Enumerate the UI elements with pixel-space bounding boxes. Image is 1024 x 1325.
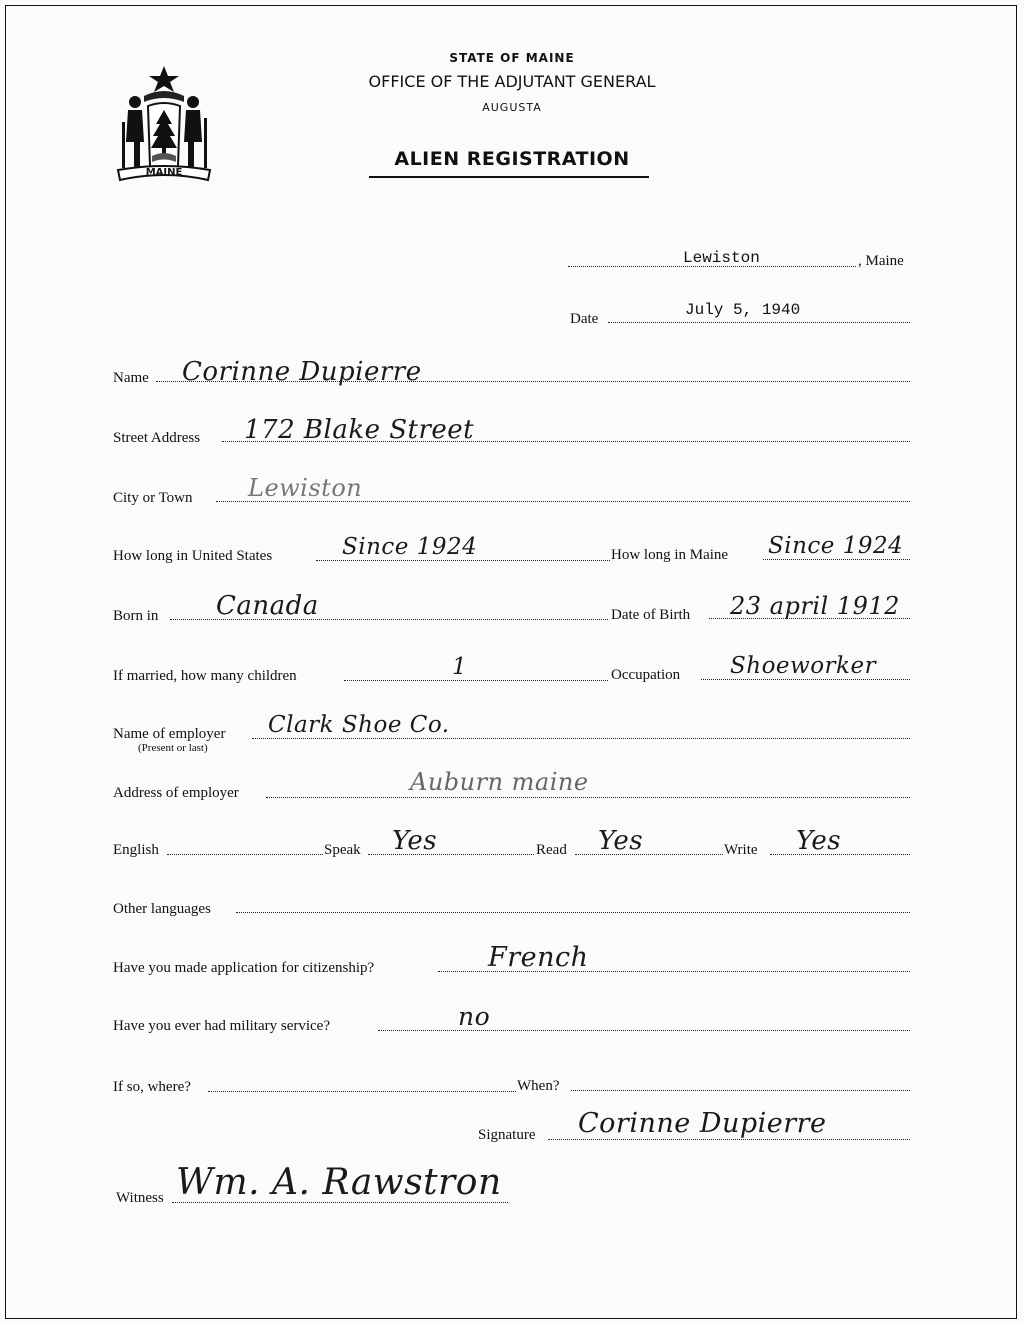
place-state-label: , Maine [858,253,904,269]
occupation-label: Occupation [611,667,681,683]
maine-duration-value: Since 1924 [768,533,904,559]
name-label: Name [113,370,149,386]
employer-sublabel: (Present or last) [138,742,208,754]
where-label: If so, where? [113,1079,191,1095]
children-label: If married, how many children [113,668,297,684]
military-value: no [458,1002,491,1031]
children-value: 1 [452,654,468,680]
when-line [571,1090,910,1091]
occupation-value: Shoeworker [730,653,877,679]
us-duration-line [316,560,610,561]
citizenship-label: Have you made application for citizenship? [113,960,375,976]
seal-text: MAINE [145,167,183,178]
maine-duration-line [763,559,910,560]
date-label: Date [570,311,599,327]
employer-label: Name of employer [113,726,226,742]
write-label: Write [724,842,758,858]
date-value: July 5, 1940 [685,301,801,319]
employer-address-value: Auburn maine [410,768,589,796]
office-heading: OFFICE OF THE ADJUTANT GENERAL [368,72,656,91]
children-line [344,680,608,681]
other-languages-line [236,912,910,913]
state-heading: STATE OF MAINE [449,51,575,65]
form-title: ALIEN REGISTRATION [394,148,630,170]
street-label: Street Address [113,430,201,446]
us-duration-label: How long in United States [113,548,273,564]
english-label: English [113,842,159,858]
title-underline [369,176,649,178]
write-value: Yes [796,826,842,856]
military-label: Have you ever had military service? [113,1018,330,1034]
born-value: Canada [216,591,319,621]
us-duration-value: Since 1924 [342,534,478,560]
dob-value: 23 april 1912 [730,592,900,620]
born-label: Born in [113,608,159,624]
date-line [608,322,910,323]
maine-duration-label: How long in Maine [611,547,729,563]
name-value: Corinne Dupierre [182,357,422,387]
read-label: Read [536,842,567,858]
employer-address-line [266,797,910,798]
signature-line [548,1139,910,1140]
speak-label: Speak [324,842,361,858]
witness-value: Wm. A. Rawstron [176,1162,502,1203]
where-line [208,1091,516,1092]
employer-line [252,738,910,739]
english-line [167,854,323,855]
city-value: Lewiston [248,474,363,502]
speak-value: Yes [392,826,438,856]
signature-value: Corinne Dupierre [578,1108,827,1139]
place-town: Lewiston [683,249,760,267]
city-heading: AUGUSTA [482,101,542,114]
employer-value: Clark Shoe Co. [268,712,450,738]
street-value: 172 Blake Street [244,415,475,445]
signature-label: Signature [478,1127,536,1143]
city-label: City or Town [113,490,193,506]
when-label: When? [517,1078,560,1094]
citizenship-value: French [488,942,589,973]
witness-label: Witness [116,1190,164,1206]
read-value: Yes [598,826,644,856]
employer-address-label: Address of employer [113,785,239,801]
other-languages-label: Other languages [113,901,211,917]
dob-label: Date of Birth [611,607,691,623]
occupation-line [701,679,910,680]
